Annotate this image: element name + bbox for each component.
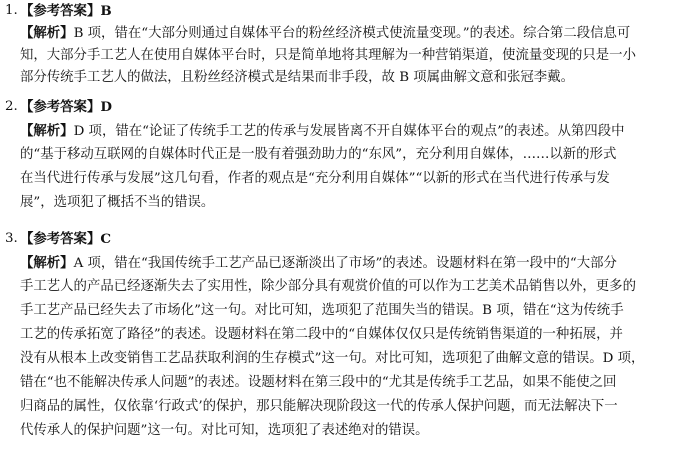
analysis-text-line: 手工艺人的产品已经逐渐失去了实用性，除少部分具有观赏价值的可以作为工艺美术品销售以外，更多的 [20, 279, 636, 294]
answer-letter: C [100, 231, 112, 247]
analysis-line [20, 120, 670, 142]
answer-tag: 【参考答案】 [20, 99, 101, 115]
analysis-text-line: 归商品的属性，仅依靠‘行政式’的保护，那只能解决现阶段这一代的传承人保护问题，而无法解决下一 [20, 399, 618, 414]
item-number: 3. [5, 231, 18, 246]
answer-letter: B [100, 3, 112, 19]
analysis-text-line: 的“基于移动互联网的自媒体时代正是一股有着强劲助力的“东风”，充分利用自媒体，……以新的形式 [20, 147, 617, 162]
item-number: 2. [5, 99, 18, 114]
analysis-tag: 【解析】 [20, 255, 74, 271]
answer-letter: D [100, 99, 112, 115]
analysis-tag: 【解析】 [20, 123, 74, 139]
answer-line [20, 0, 670, 22]
analysis-text: D 项，错在“论证了传统手工艺的传承与发展皆离不开自媒体平台的观点”的表述。从第四段中 [73, 124, 625, 139]
answer-tag: 【参考答案】 [20, 3, 101, 19]
analysis-text: A 项，错在“我国传统手工艺产品已逐渐淡出了市场”的表述。设题材料在第一段中的“大部分 [73, 256, 617, 271]
answer-tag: 【参考答案】 [20, 231, 101, 247]
item-number: 1. [5, 3, 18, 18]
analysis-text-line: 手工艺产品已经失去了市场化”这一句。对比可知，选项犯了范围失当的错误。B 项，错在“这为传统手 [20, 303, 624, 318]
analysis-line [20, 22, 670, 44]
analysis-text: B 项，错在“大部分则通过自媒体平台的粉丝经济模式使流量变现。”的表述。综合第二段信息可 [73, 26, 631, 41]
analysis-line [20, 252, 670, 274]
analysis-text-line: 没有从根本上改变销售工艺品获取利润的生存模式”这一句。对比可知，选项犯了曲解文意的错误。D 项， [20, 351, 645, 366]
analysis-text-line: 错在“也不能解决传承人问题”的表述。设题材料在第三段中的“尤其是传统手工艺品，如果不能使之回 [20, 375, 617, 390]
analysis-text-line: 代传承人的保护问题”这一句。对比可知，选项犯了表述绝对的错误。 [20, 423, 429, 438]
answer-line [20, 96, 670, 118]
analysis-text-line: 部分传统手工艺人的做法，且粉丝经济模式是结果而非手段，故 B 项属曲解文意和张冠李戴。 [20, 70, 574, 85]
analysis-text-line: 在当代进行传承与发展”这几句看，作者的观点是“充分利用自媒体”“以新的形式在当代进行传承与发 [20, 171, 610, 186]
analysis-text-line: 知，大部分手工艺人在使用自媒体平台时，只是简单地将其理解为一种营销渠道，使流量变现的只是一小 [20, 48, 636, 63]
analysis-text-line: 工艺的传承拓宽了路径”的表述。设题材料在第二段中的“自媒体仅仅只是传统销售渠道的一种拓展，并 [20, 327, 623, 342]
answer-line [20, 228, 670, 250]
analysis-text-line: 展”，选项犯了概括不当的错误。 [20, 195, 215, 210]
analysis-tag: 【解析】 [20, 25, 74, 41]
